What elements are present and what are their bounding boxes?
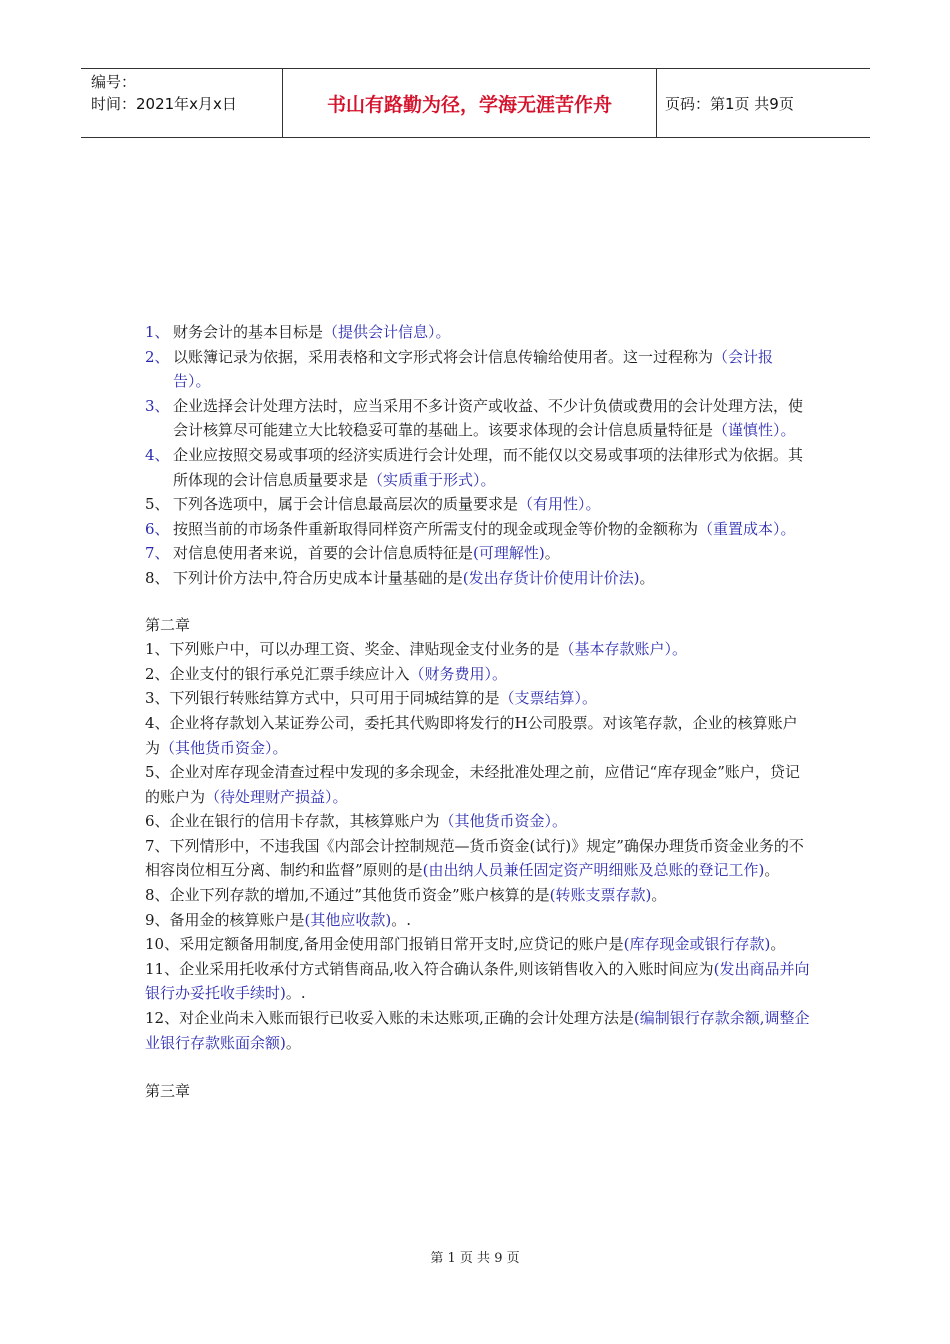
chapter-3-heading: 第三章 [145,1082,191,1101]
answer-text: （会计报告）。 [173,347,774,391]
question-number: 1、 [145,323,170,341]
question-item [145,809,810,834]
question-item [145,320,810,345]
question-item [145,345,810,394]
answer-text: （待处理财产损益）。 [205,787,348,806]
question-item [145,711,810,760]
question-item [145,834,810,883]
question-item [145,566,810,591]
header-motto: 书山有路勤为径，学海无涯苦作舟 [326,93,612,116]
question-item [145,517,810,542]
answer-text: （重置成本）。 [698,519,796,538]
answer-text: (转账支票存款) [549,886,652,905]
answer-text: (发出商品并向银行办妥托收手续时) [145,959,810,1003]
question-number: 6、 [145,519,170,538]
question-text: 2、企业支付的银行承兑汇票手续应计入 [145,664,410,683]
question-text: 财务会计的基本目标是 [173,323,324,341]
question-item [145,686,810,711]
question-text: 4、企业将存款划入某证券公司，委托其代购即将发行的H公司股票。对该笔存款，企业的核算账户为 [145,713,798,757]
answer-text: （提供会计信息）。 [323,323,451,341]
question-number: 5、 [145,495,170,514]
answer-text: （其他货币资金）。 [439,812,568,831]
answer-text: (发出存货计价使用计价法) [462,568,640,587]
question-item [145,637,810,662]
question-text: 下列计价方法中,符合历史成本计量基础的是 [173,568,463,587]
question-text: 5、企业对库存现金清查过程中发现的多余现金，未经批准处理之前，应借记“库存现金”账户，贷记的账户为 [145,763,800,806]
question-text: 11、企业采用托收承付方式销售商品,收入符合确认条件,则该销售收入的入账时间应为 [145,959,714,978]
answer-text: (可理解性) [473,544,545,563]
question-text: 1、下列账户中，可以办理工资、奖金、津贴现金支付业务的是 [145,640,560,659]
question-number: 4、 [145,445,170,464]
question-item [145,662,810,687]
question-text: 9、备用金的核算账户是 [145,910,305,929]
answer-text: （财务费用）。 [409,664,508,683]
header-divider [656,69,657,137]
document-header [81,68,870,138]
page-footer: 第 1 页 共 9 页 [430,1251,520,1266]
question-suffix: 。. [285,984,306,1003]
question-suffix: 。 [544,544,560,563]
answer-text: (库存现金或银行存款) [623,935,771,954]
header-date-label: 时间：2021年x月x日 [91,95,237,113]
question-text: 企业应按照交易或事项的经济实质进行会计处理，而不能仅以交易或事项的法律形式为依据。其所体现的会计信息质量要求是 [173,445,804,489]
question-suffix: 。 [651,886,667,905]
question-number: 7、 [145,544,170,563]
question-text: 企业选择会计处理方法时，应当采用不多计资产或收益、不少计负债或费用的会计处理方法，使会计核算尽可能建立大比较稳妥可靠的基础上。该要求体现的会计信息质量特征是 [173,396,804,440]
question-suffix: 。 [770,935,786,954]
chapter-2-heading: 第二章 [145,615,191,634]
question-text: 7、下列情形中，不违我国《内部会计控制规范—货币资金(试行)》规定”确保办理货币资金业务的不相容岗位相互分离、制约和监督”原则的是 [145,836,804,880]
question-item [145,957,810,1006]
question-text: 8、企业下列存款的增加,不通过”其他货币资金”账户核算的是 [145,886,550,905]
answer-text: （谨慎性）。 [713,421,796,440]
question-item [145,394,810,443]
section-1-list [145,320,810,591]
question-text: 按照当前的市场条件重新取得同样资产所需支付的现金或现金等价物的金额称为 [173,519,699,538]
question-suffix: 。 [639,568,655,587]
question-suffix: 。 [285,1033,301,1052]
question-item [145,1006,810,1055]
answer-text: （其他货币资金）。 [160,738,288,757]
question-text: 6、企业在银行的信用卡存款，其核算账户为 [145,812,440,831]
question-item [145,541,810,566]
question-item [145,492,810,517]
question-number: 8、 [145,568,170,587]
question-suffix: 。 [764,861,780,880]
answer-text: （实质重于形式）。 [368,470,496,489]
document-body [145,320,810,1104]
answer-text: （有用性）。 [518,495,601,514]
question-number: 2、 [145,347,170,366]
question-item [145,883,810,908]
header-page-label: 页码：第1页 共9页 [665,94,794,113]
header-meta [91,71,237,115]
answer-text: (编制银行存款余额,调整企业银行存款账面余额) [145,1009,810,1052]
question-item [145,908,810,933]
answer-text: (其他应收款) [304,910,392,929]
question-text: 下列各选项中，属于会计信息最高层次的质量要求是 [173,495,519,514]
question-text: 对信息使用者来说，首要的会计信息质特征是 [173,544,474,563]
answer-text: （基本存款账户）。 [559,640,688,659]
question-text: 10、采用定额备用制度,备用金使用部门报销日常开支时,应贷记的账户是 [145,935,624,954]
header-number-label: 编号： [91,73,137,91]
question-text: 3、下列银行转账结算方式中，只可用于同城结算的是 [145,689,500,708]
question-text: 以账簿记录为依据，采用表格和文字形式将会计信息传输给使用者。这一过程称为 [173,347,714,366]
answer-text: （支票结算）。 [499,689,598,708]
answer-text: (由出纳人员兼任固定资产明细账及总账的登记工作) [422,861,765,880]
question-number: 3、 [145,396,170,415]
section-2-list [145,637,810,1055]
question-item [145,760,810,809]
question-text: 12、对企业尚未入账而银行已收妥入账的未达账项,正确的会计处理方法是 [145,1009,634,1028]
question-item [145,932,810,957]
question-item [145,443,810,492]
question-suffix: 。. [391,910,412,929]
